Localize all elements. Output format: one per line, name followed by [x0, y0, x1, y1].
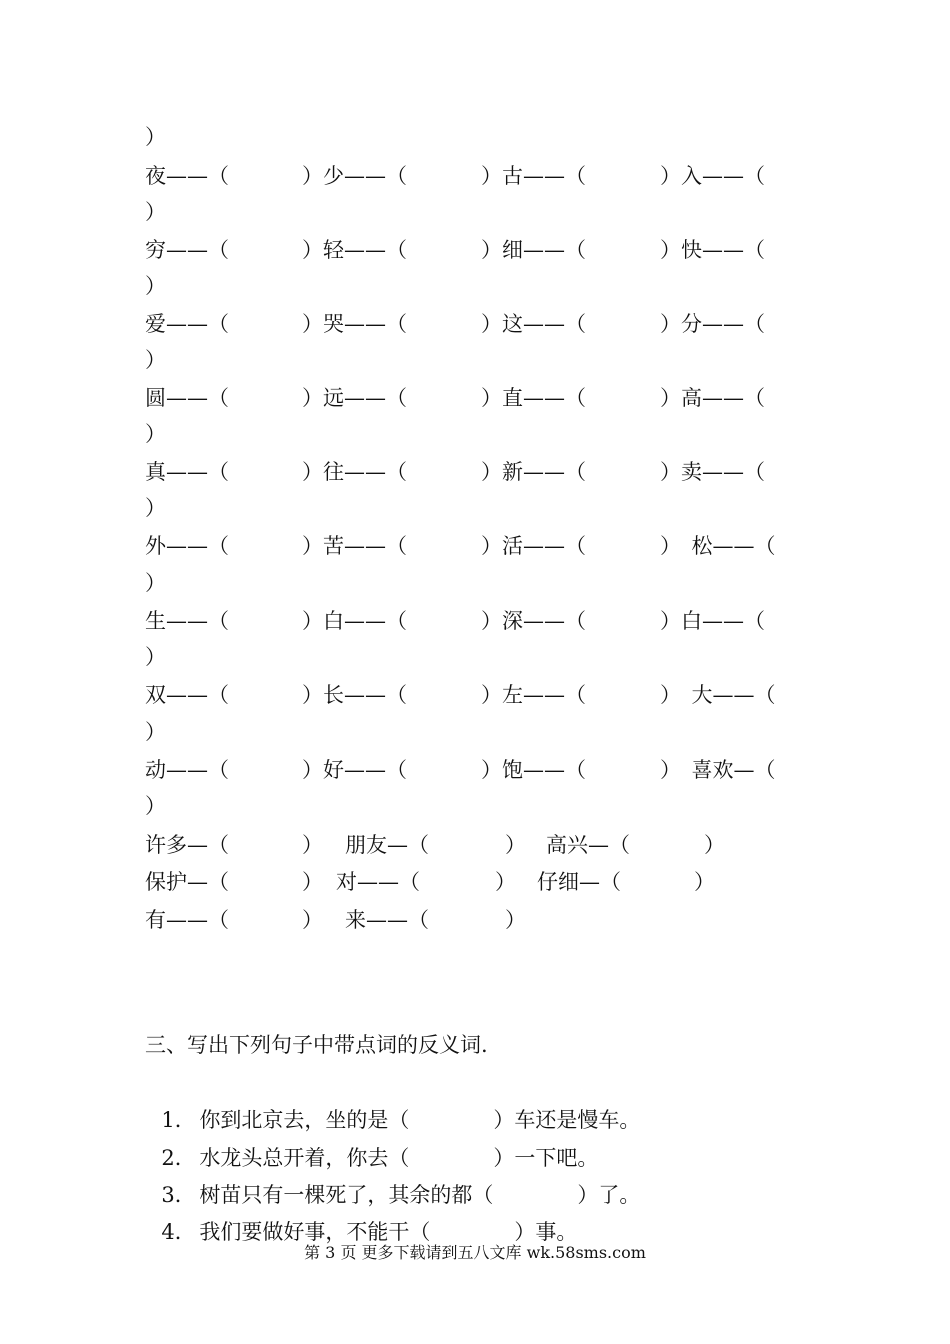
pair-cell: 有——（ — [145, 908, 229, 932]
question-number: 1． — [161, 1108, 196, 1132]
antonym-cell: 双——（ — [145, 683, 229, 707]
antonym-cell: ）哭——（ — [302, 312, 407, 336]
pair-cell: 保护—（ — [145, 870, 229, 894]
wrap-paren: ） — [145, 422, 166, 446]
pair-cell: ） — [495, 870, 516, 894]
question-text: 树苗只有一棵死了，其余的都（ ）了。 — [199, 1183, 641, 1207]
antonym-cell: ）往——（ — [302, 460, 407, 484]
antonym-cell: ）新——（ — [481, 460, 586, 484]
antonym-cell: ）活——（ — [481, 534, 586, 558]
antonym-cell: ）好——（ — [302, 758, 407, 782]
wrap-paren: ） — [145, 720, 166, 744]
wrap-paren: ） — [145, 571, 166, 595]
antonym-cell: ） 松——（ — [660, 534, 776, 558]
antonym-cell: ）长——（ — [302, 683, 407, 707]
antonym-cell: ）深——（ — [481, 609, 586, 633]
pair-cell: 朋友—（ — [345, 833, 429, 857]
section-heading: 三、写出下列句子中带点词的反义词. — [145, 1033, 488, 1057]
antonym-cell: 动——（ — [145, 758, 229, 782]
wrap-paren: ） — [145, 125, 166, 149]
antonym-cell: ）直——（ — [481, 386, 586, 410]
antonym-cell: ） 大——（ — [660, 683, 776, 707]
antonym-cell: 真——（ — [145, 460, 229, 484]
pair-cell: ） — [505, 908, 526, 932]
antonym-cell: ）轻——（ — [302, 238, 407, 262]
pair-cell: 高兴—（ — [546, 833, 630, 857]
pair-cell: 仔细—（ — [537, 870, 621, 894]
antonym-cell: ）高——（ — [660, 386, 765, 410]
antonym-cell: 外——（ — [145, 534, 229, 558]
antonym-cell: 夜——（ — [145, 164, 229, 188]
antonym-cell: ） 喜欢—（ — [660, 758, 776, 782]
pair-cell: ） — [302, 870, 323, 894]
question-text: 你到北京去，坐的是（ ）车还是慢车。 — [199, 1108, 641, 1132]
wrap-paren: ） — [145, 200, 166, 224]
question-text: 水龙头总开着，你去（ ）一下吧。 — [199, 1146, 599, 1170]
wrap-paren: ） — [145, 348, 166, 372]
pair-cell: 许多—（ — [145, 833, 229, 857]
wrap-paren: ） — [145, 645, 166, 669]
antonym-cell: ）苦——（ — [302, 534, 407, 558]
pair-cell: 来——（ — [345, 908, 429, 932]
antonym-cell: ）分——（ — [660, 312, 765, 336]
antonym-cell: 穷——（ — [145, 238, 229, 262]
antonym-cell: ）远——（ — [302, 386, 407, 410]
antonym-cell: ）古——（ — [481, 164, 586, 188]
antonym-cell: 圆——（ — [145, 386, 229, 410]
antonym-cell: ）饱——（ — [481, 758, 586, 782]
antonym-cell: ）卖——（ — [660, 460, 765, 484]
wrap-paren: ） — [145, 274, 166, 298]
question-text: 我们要做好事，不能干（ ）事。 — [199, 1220, 578, 1244]
antonym-cell: ）细——（ — [481, 238, 586, 262]
question-number: 3． — [161, 1183, 196, 1207]
pair-cell: 对——（ — [336, 870, 420, 894]
question-item — [148, 1193, 577, 1245]
question-number: 4． — [161, 1220, 196, 1244]
antonym-cell: ）白——（ — [302, 609, 407, 633]
pair-cell: ） — [704, 833, 725, 857]
antonym-cell: ）左——（ — [481, 683, 586, 707]
antonym-cell: ）快——（ — [660, 238, 765, 262]
antonym-cell: 爱——（ — [145, 312, 229, 336]
antonym-cell: 生——（ — [145, 609, 229, 633]
question-number: 2． — [161, 1146, 196, 1170]
pair-cell: ） — [505, 833, 526, 857]
pair-cell: ） — [694, 870, 715, 894]
wrap-paren: ） — [145, 496, 166, 520]
antonym-cell: ）白——（ — [660, 609, 765, 633]
antonym-cell: ）这——（ — [481, 312, 586, 336]
pair-cell: ） — [302, 833, 323, 857]
antonym-cell: ）少——（ — [302, 164, 407, 188]
page-footer: 第 3 页 更多下载请到五八文库 wk.58sms.com — [304, 1243, 646, 1262]
antonym-cell: ）入——（ — [660, 164, 765, 188]
pair-cell: ） — [302, 908, 323, 932]
wrap-paren: ） — [145, 794, 166, 818]
